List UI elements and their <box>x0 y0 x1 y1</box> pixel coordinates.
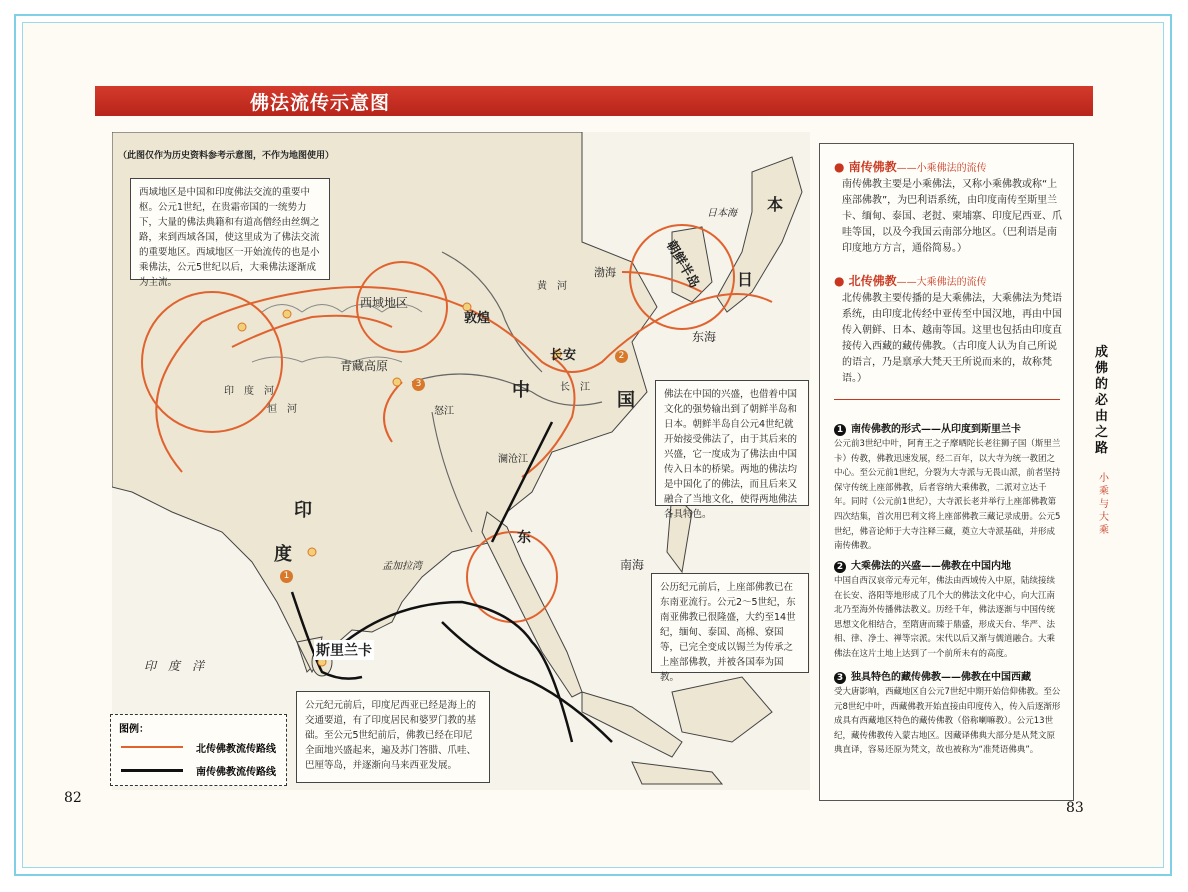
label-zhong: 中 <box>512 380 530 401</box>
section1-number: 1 <box>834 424 846 436</box>
legend-north-line <box>121 746 183 748</box>
map-disclaimer: （此图仅作为历史资料参考示意图，不作为地图使用） <box>118 151 335 161</box>
label-indian-ocean: 印 度 洋 <box>144 659 205 673</box>
page-number-right: 83 <box>1066 800 1084 816</box>
north-subtitle: ——大乘佛法的流传 <box>896 277 987 288</box>
label-changan: 长安 <box>550 348 577 363</box>
section2-body: 中国自西汉哀帝元寿元年，佛法由西域传入中原，陆续接续在长安、洛阳等地形成了几个大的佛法文化中心，向大江南北乃至海外传播佛法教义。历经千年，佛法逐渐与中国传统思想文化相结合，至隋唐而臻于鼎盛，形成天台、华严、法相、律、净土、禅等宗派。宋代以后又渐与儒道融合。大乘佛法在这片土地上达到了一个前所未有的高度。 <box>834 576 1056 659</box>
section2-number: 2 <box>834 561 846 573</box>
section3-number: 3 <box>834 672 846 684</box>
legend-north-label: 北传佛教流传路线 <box>196 744 276 755</box>
map-legend <box>110 714 287 786</box>
section1-body: 公元前3世纪中叶，阿育王之子摩哂陀长老往狮子国（斯里兰卡）传教，佛教迅速发展，经二百年，以大寺为统一教团之中心。至公元前1世纪，分裂为大寺派与无畏山派，前者坚持保守传统上座部佛教，后者容纳大乘佛教，二派对立达千年。同时（公元前1世纪），大寺派长老并举行上座部佛教第四次结集，首次用巴利文将上座部佛教三藏记录成册。公元5世纪，佛音论师于大寺注释三藏，奠立大寺派基础，并形成南传佛教。 <box>834 439 1061 552</box>
panel-divider <box>834 399 1060 400</box>
label-dunhuang: 敦煌 <box>464 311 491 326</box>
legend-south-label: 南传佛教流传路线 <box>196 767 276 778</box>
label-yangtze: 长 江 <box>560 382 590 393</box>
south-title: 南传佛教 <box>848 160 897 174</box>
note-box-indonesia: 公元纪元前后，印度尼西亚已经是海上的交通要道，有了印度居民和婆罗门教的基础。至公元5世纪前后，佛教已经在印尼全面地兴盛起来，遍及苏门答腊、爪哇、巴厘等岛，并逐渐向马来西亚发展。 <box>296 691 490 783</box>
note-box-xiyu: 西域地区是中国和印度佛法交流的重要中枢。公元1世纪，在贵霜帝国的一统势力下，大量的佛法典籍和有道高僧经由丝绸之路，来到西域各国，使这里成为了佛法交流的重要地区。西域地区一开始流传的也是小乘佛法，公元5世纪以后，大乘佛法逐渐成为主流。 <box>130 178 330 280</box>
marker-3: 3 <box>412 378 425 391</box>
label-bohai: 渤海 <box>594 266 616 279</box>
label-guo: 国 <box>617 390 635 411</box>
south-heading: ● 南传佛教——小乘佛法的流传 <box>834 160 987 174</box>
note-box-korea-japan: 佛法在中国的兴盛，也借着中国文化的强势输出到了朝鲜半岛和日本。朝鲜半岛自公元4世纪就开始接受佛法了，由于其后来的兴盛，它一度成为了佛法由中国传入日本的桥梁。两地的佛法均是中国化了的佛法，而且后来又融合了当地文化，使得两地佛法各具特色。 <box>655 380 809 506</box>
label-ben: 本 <box>767 195 784 214</box>
legend-south-line <box>121 769 183 772</box>
marker-2: 2 <box>615 350 628 363</box>
south-subtitle: ——小乘佛法的流传 <box>896 163 987 174</box>
label-nujiang: 怒江 <box>434 406 454 417</box>
label-korea: 朝鲜半岛 <box>662 238 702 291</box>
section2-title: 大乘佛法的兴盛——佛教在中国内地 <box>851 561 1011 572</box>
label-xiyu: 西域地区 <box>360 296 409 310</box>
section3-heading <box>834 668 1031 684</box>
legend-title: 图例： <box>119 724 149 735</box>
label-sri-lanka: 斯里兰卡 <box>314 640 374 660</box>
label-lancang: 澜沧江 <box>498 454 528 465</box>
label-du: 度 <box>274 544 292 565</box>
section2-heading <box>834 557 1011 573</box>
section1-title: 南传佛教的形式——从印度到斯里兰卡 <box>851 424 1021 435</box>
info-panel <box>819 143 1074 801</box>
title-bar <box>95 86 1093 116</box>
label-dong: 东 <box>517 530 531 546</box>
page-title: 佛法流传示意图 <box>250 92 391 114</box>
label-bengal: 孟加拉湾 <box>382 561 422 572</box>
label-japan-sea: 日本海 <box>707 208 737 219</box>
label-ri: 日 <box>737 270 754 289</box>
side-chapter-title: 成佛的必由之路 <box>1095 345 1109 456</box>
label-indus: 印 度 河 <box>224 386 274 397</box>
label-east-sea: 东海 <box>692 330 717 344</box>
note-box-southeast-asia: 公历纪元前后，上座部佛教已在东南亚流行。公元2～5世纪，东南亚佛教已很隆盛，大约至14世纪，缅甸、泰国、高棉、寮国等，已完全变成以锡兰为传承之上座部佛教，并被各国奉为国教。 <box>651 573 809 673</box>
label-yin: 印 <box>294 500 312 521</box>
north-title: 北传佛教 <box>848 274 897 288</box>
section3-title: 独具特色的藏传佛教——佛教在中国西藏 <box>851 672 1031 683</box>
section3-body: 受大唐影响，西藏地区自公元7世纪中期开始信仰佛教。至公元8世纪中叶，西藏佛教开始直接由印度传入，传入后逐渐形成具有西藏地区特色的藏传佛教（俗称喇嘛教）。公元13世纪，藏传佛教传入蒙古地区。因藏译佛典大部分是从梵文原典直译，容易还原为梵文，故也被称为“准梵语佛典”。 <box>834 687 1061 756</box>
marker-1: 1 <box>280 570 293 583</box>
page-number-left: 82 <box>64 790 82 806</box>
south-body: 南传佛教主要是小乘佛法，又称小乘佛教或称“上座部佛教”，为巴利语系统，由印度南传至斯里兰卡、缅甸、泰国、老挝、柬埔寨、印度尼西亚、爪哇等国，以及今我国云南部分地区。（巴利语是南印度地方方言，通俗简易。） <box>842 179 1062 254</box>
label-yellow-river: 黄 河 <box>537 281 567 292</box>
label-ganges: 恒 河 <box>267 404 297 415</box>
north-body: 北传佛教主要传播的是大乘佛法，大乘佛法为梵语系统，由印度北传经中亚传至中国汉地，再由中国传入朝鲜、日本、越南等国。这里也包括由印度直接传入西藏的藏传佛教。（古印度人认为自己所说的语言，乃是禀承大梵天王所说而来的，故称梵语。） <box>842 293 1062 384</box>
north-heading: ● 北传佛教——大乘佛法的流传 <box>834 274 987 288</box>
label-qingzang: 青藏高原 <box>340 359 389 373</box>
label-south-sea: 南海 <box>620 558 645 572</box>
side-chapter-subtitle: 小乘与大乘 <box>1099 473 1109 536</box>
section1-heading <box>834 420 1021 436</box>
